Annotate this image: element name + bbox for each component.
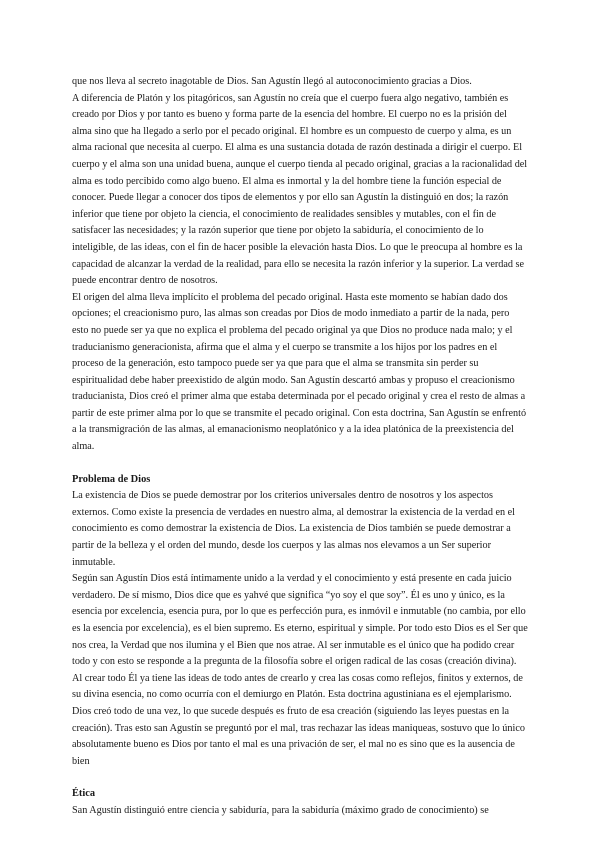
dios-paragraph-4: Dios creó todo de una vez, lo que sucede después es fruto de esa creación (siguiendo las leyes puestas en la creación). Tras esto san Agustín se preguntó por el mal, tras rechazar las ideas maniqueas, sostuvo que lo único absolutamente bueno es Dios por tanto el mal es una privación de ser, el mal no es sino que es la ausencia de bien	[72, 705, 525, 767]
intro-paragraph-3: El origen del alma lleva implícito el problema del pecado original. Hasta este momento se habían dado dos opciones; el creacionismo puro, las almas son creadas por Dios de modo inmediato a partir de la nada, pero esto no puede ser ya que no explica el problema del pecado original ya que Dios no produce nada malo; y el traducianismo generacionista, afirma que el alma y el cuerpo se transmite a los hijos por los padres en el proceso de la generación, esto tampoco puede ser ya que para que el alma se transmita sin perder su espiritualidad debe haber preexistido de algún modo. San Agustín descartó ambas y propuso el creacionismo traducianista, Dios creó el primer alma que estaba determinada por el pecado original y crea el resto de almas a partir de este primer alma por lo que se transmite el pecado original. Con esta doctrina, San Agustín se enfrentó a la transmigración de las almas, al emanacionismo neoplatónico y a la idea platónica de la preexistencia del alma.	[72, 291, 527, 453]
section-title-dios: Problema de Dios	[72, 473, 151, 485]
dios-paragraph-2: Según san Agustín Dios está íntimamente unido a la verdad y el conocimiento y está presente en cada juicio verdadero. De sí mismo, Dios dice que es yahvé que significa “yo soy el que soy”. Él es uno y único, es la esencia por excelencia, esencia pura, por lo que es perfección pura, es inmóvil e inmutable (no cambia, por ello es la esencia por excelencia), es el bien supremo. Es eterno, espiritual y simple. Por todo esto Dios es el Ser que nos crea, la Verdad que nos ilumina y el Bien que nos atrae. Al ser inmutable es el único que ha podido crear todo y con esto se responde a la pregunta de la filosofía sobre el origen radical de las cosas (creación divina).	[72, 573, 528, 668]
dios-paragraph-3: Al crear todo Él ya tiene las ideas de todo antes de crearlo y crea las cosas como reflejos, finitos y externos, de su divina esencia, no como ocurría con el demiurgo en Platón. Esta doctrina agustiniana es el ejemplarismo.	[72, 672, 523, 701]
etica-paragraph-1: San Agustín distinguió entre ciencia y sabiduría, para la sabiduría (máximo grado de conocimiento) se	[72, 804, 489, 816]
document-page	[72, 74, 528, 820]
section-title-etica: Ética	[72, 788, 96, 800]
intro-paragraph-2: A diferencia de Platón y los pitagóricos, san Agustín no creía que el cuerpo fuera algo negativo, también es creado por Dios y por tanto es bueno y forma parte de la esencia del hombre. El cuerpo no es la prisión del alma sino que ha llegado a serlo por el pecado original. El hombre es un compuesto de cuerpo y alma, es un alma racional que necesita al cuerpo. El alma es una sustancia dotada de razón destinada a dirigir el cuerpo. El cuerpo y el alma son una unidad buena, aunque el cuerpo tienda al pecado original, gracias a la racionalidad del alma es todo percibido como algo bueno. El alma es inmortal y la del hombre tiene la función especial de conocer. Puede llegar a conocer dos tipos de elementos y por ello san Agustín la distinguió en dos; la razón inferior que tiene por objeto la ciencia, el conocimiento de realidades sensibles y mutables, con el fin de satisfacer las necesidades; y la razón superior que tiene por objeto la sabiduría, el conocimiento de lo inteligible, de las ideas, con el fin de hacer posible la elevación hasta Dios. Lo que le preocupa al hombre es la capacidad de alcanzar la verdad de la realidad, para ello se necesita la razón inferior y la superior. La verdad se puede encontrar dentro de nosotros.	[72, 92, 528, 287]
intro-paragraph-1: que nos lleva al secreto inagotable de Dios. San Agustín llegó al autoconocimiento gracias a Dios.	[72, 76, 472, 87]
dios-paragraph-1: La existencia de Dios se puede demostrar por los criterios universales dentro de nosotros y los aspectos externos. Como existe la presencia de verdades en nuestro alma, al demostrar la existencia de la verdad en el conocimiento es como demostrar la existencia de Dios. La existencia de Dios también se puede demostrar a partir de la belleza y el orden del mundo, desde los cuerpos y las almas nos elevamos a un Ser superior inmutable.	[72, 490, 515, 568]
